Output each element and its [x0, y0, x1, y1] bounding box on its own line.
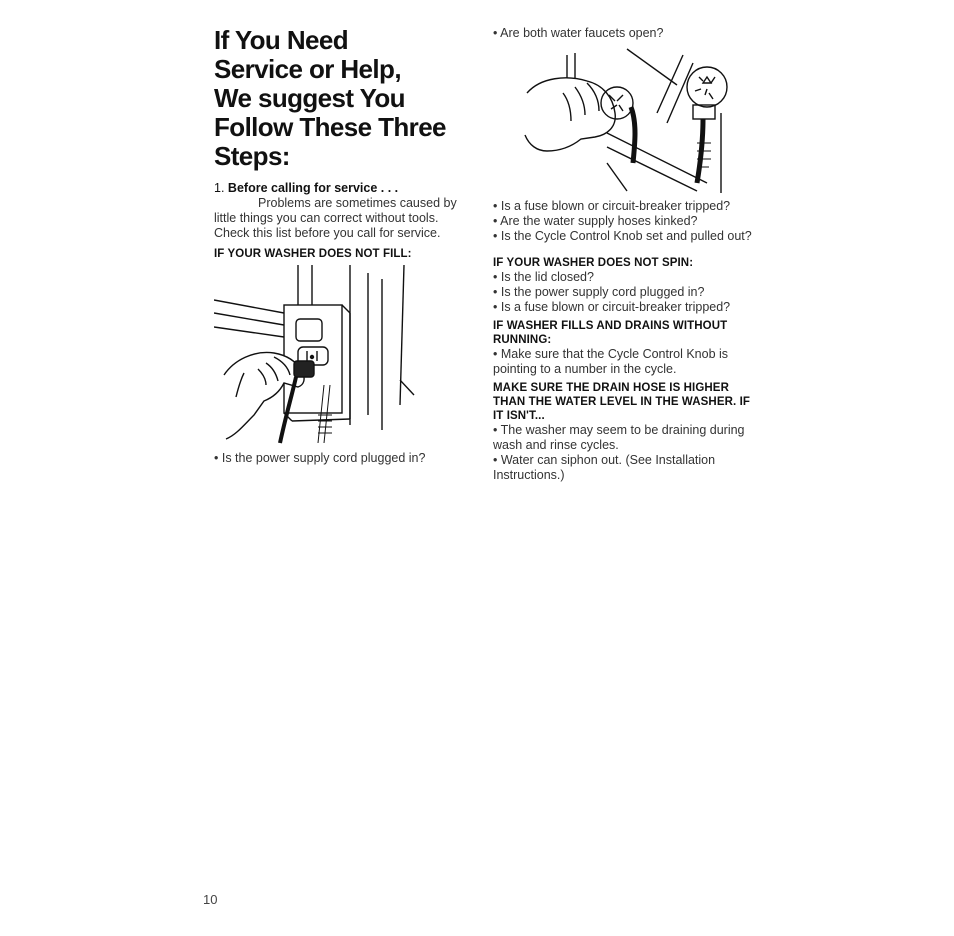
- heading-not-spin: IF YOUR WASHER DOES NOT SPIN:: [493, 257, 694, 269]
- faucet-illustration: [507, 43, 747, 193]
- bullet-faucets: • Are both water faucets open?: [493, 26, 664, 40]
- left-column: [214, 26, 464, 466]
- fills-drains-bullets: [493, 347, 753, 377]
- title-line-3: We suggest You: [214, 83, 405, 113]
- bullet-lid: • Is the lid closed?: [493, 270, 594, 284]
- heading-not-fill: IF YOUR WASHER DOES NOT FILL:: [214, 248, 412, 260]
- title-line-4: Follow These Three: [214, 112, 446, 142]
- step-1-number: 1.: [214, 181, 225, 195]
- page-title: [214, 26, 464, 171]
- spin-bullets: [493, 270, 753, 315]
- bullet-hoses-kinked: • Are the water supply hoses kinked?: [493, 214, 698, 228]
- heading-drain-hose: MAKE SURE THE DRAIN HOSE IS HIGHER THAN THE WATER LEVEL IN THE WASHER. IF IT ISN'T...: [493, 382, 751, 422]
- bullet-power-cord-spin: • Is the power supply cord plugged in?: [493, 285, 705, 299]
- bullet-fuse-spin: • Is a fuse blown or circuit-breaker tripped?: [493, 300, 731, 314]
- bullet-cycle-pointing: • Make sure that the Cycle Control Knob is pointing to a number in the cycle.: [493, 347, 729, 376]
- bullet-cycle-knob: • Is the Cycle Control Knob set and pulled out?: [493, 229, 752, 243]
- step-1-label: Before calling for service . . .: [227, 181, 399, 195]
- outlet-plug-illustration: [214, 265, 464, 445]
- bullet-siphon: • Water can siphon out. (See Installation Instructions.): [493, 453, 716, 482]
- drain-hose-bullets: [493, 423, 753, 483]
- bullet-fuse: • Is a fuse blown or circuit-breaker tripped?: [493, 199, 731, 213]
- bullet-seem-draining: • The washer may seem to be draining during wash and rinse cycles.: [493, 423, 745, 452]
- fill-bullets: [493, 199, 753, 244]
- title-line-1: If You Need: [214, 25, 349, 55]
- title-line-2: Service or Help,: [214, 54, 401, 84]
- heading-fills-drains: IF WASHER FILLS AND DRAINS WITHOUT RUNNING:: [493, 320, 728, 346]
- page-number: 10: [203, 892, 218, 907]
- title-line-5: Steps:: [214, 141, 290, 171]
- right-column: [493, 26, 753, 483]
- step-1-text: Problems are sometimes caused by little things you can correct without tools. Check this list before you call for service.: [214, 196, 457, 240]
- step-1-heading: [214, 181, 464, 196]
- bullet-power-cord: • Is the power supply cord plugged in?: [214, 451, 426, 465]
